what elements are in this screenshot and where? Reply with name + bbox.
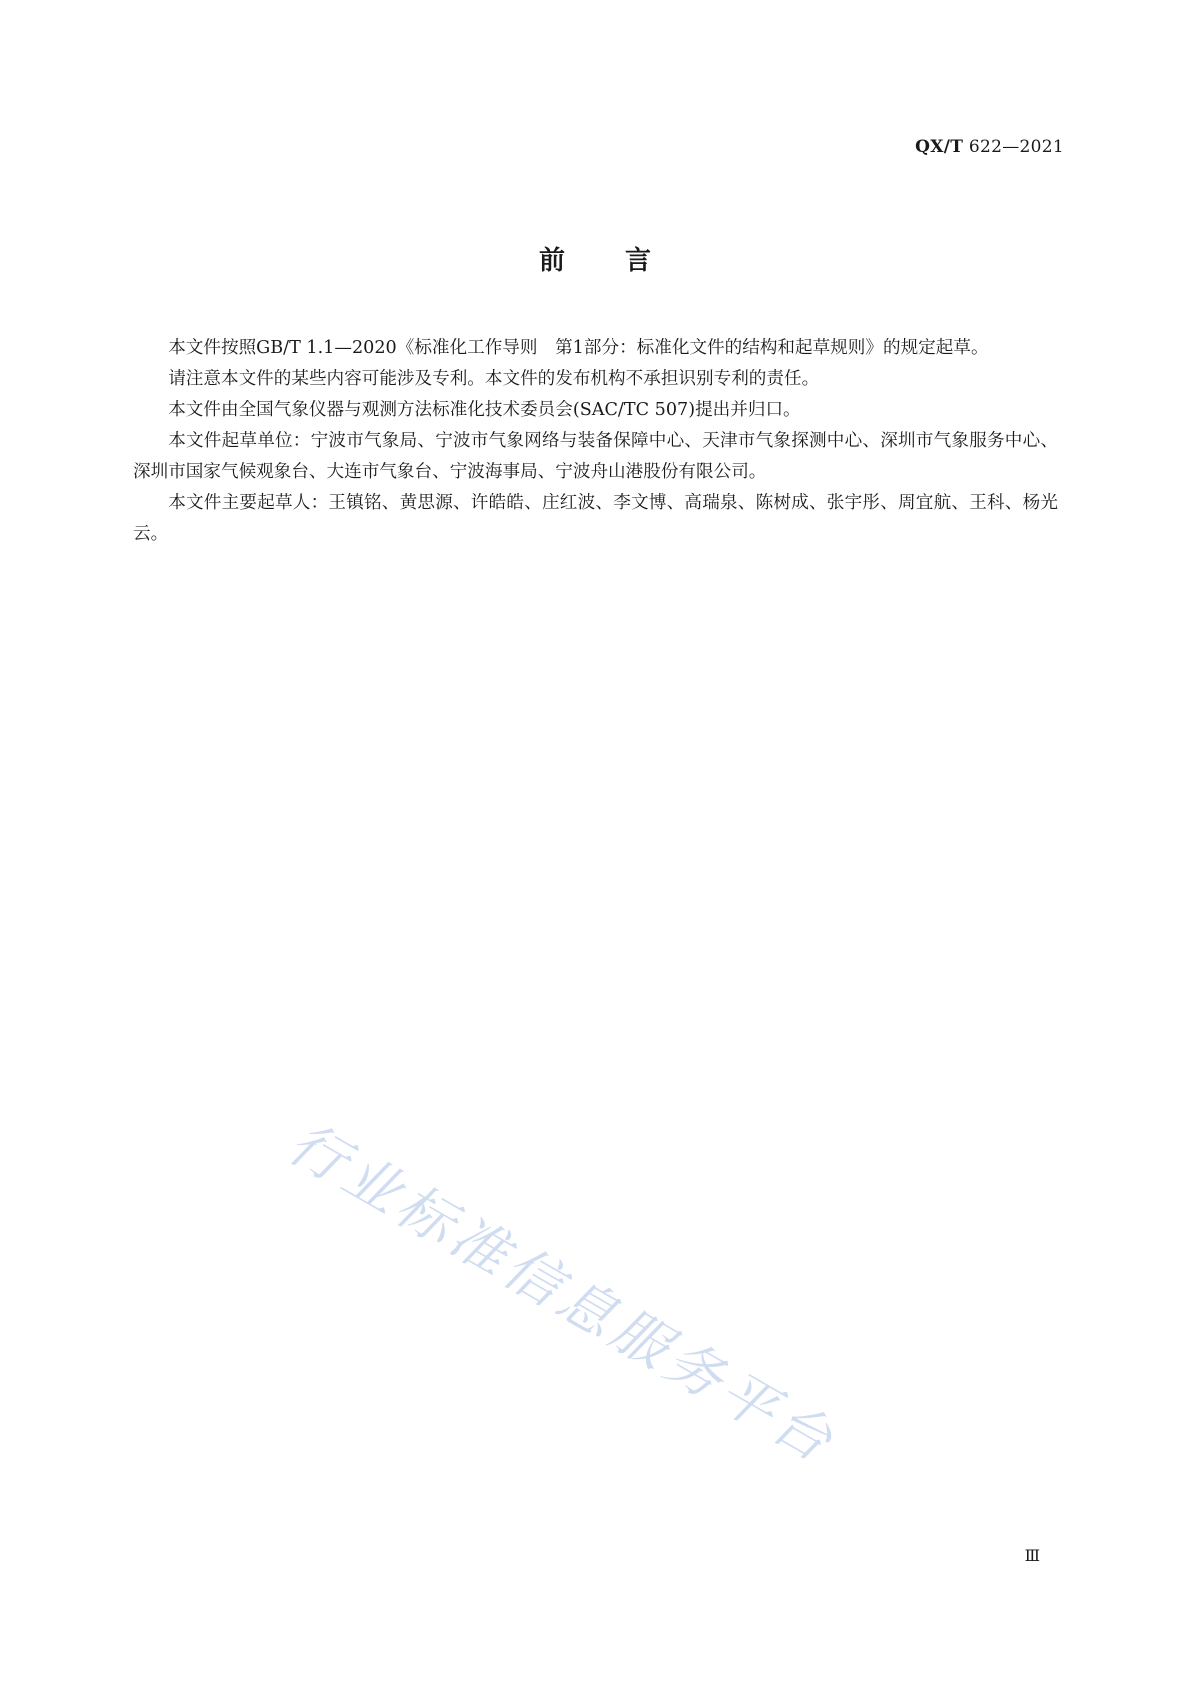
watermark: 行业标准信息服务平台 bbox=[277, 1110, 847, 1478]
paragraph-drafters: 本文件主要起草人：王镇铭、黄思源、许皓皓、庄红波、李文博、高瑞泉、陈树成、张宇彤、周宜航、王科、杨光云。 bbox=[133, 493, 1058, 544]
page-number: Ⅲ bbox=[1024, 1546, 1040, 1565]
paragraph-drafting-units: 本文件起草单位：宁波市气象局、宁波市气象网络与装备保障中心、天津市气象探测中心、深圳市气象服务中心、深圳市国家气候观象台、大连市气象台、宁波海事局、宁波舟山港股份有限公司。 bbox=[133, 431, 1058, 482]
page-title: 前言 bbox=[538, 246, 711, 276]
document-code bbox=[915, 137, 1064, 157]
paragraph-patent-notice: 请注意本文件的某些内容可能涉及专利。本文件的发布机构不承担识别专利的责任。 bbox=[168, 369, 820, 389]
document-code-number: 622—2021 bbox=[968, 137, 1064, 157]
paragraph-drafting-rules: 本文件按照GB/T 1.1—2020《标准化工作导则 第1部分：标准化文件的结构和起草规则》的规定起草。 bbox=[168, 338, 989, 358]
document-code-prefix: QX/T bbox=[915, 137, 964, 157]
foreword-body bbox=[133, 333, 1058, 550]
paragraph-proposer: 本文件由全国气象仪器与观测方法标准化技术委员会(SAC/TC 507)提出并归口。 bbox=[168, 400, 801, 420]
